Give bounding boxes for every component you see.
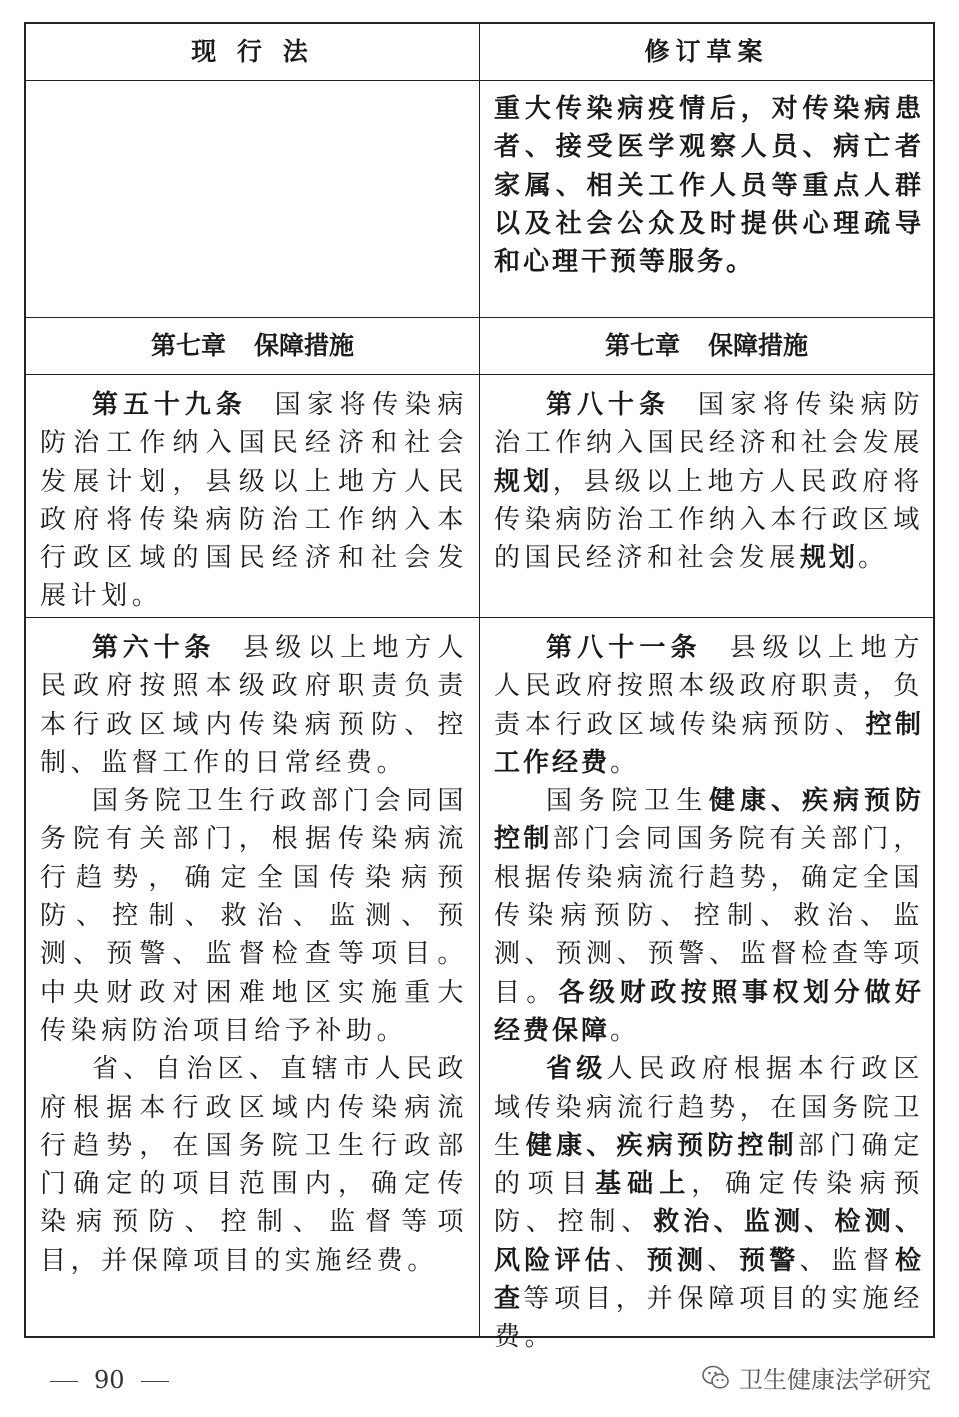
article-60-cell xyxy=(40,629,468,1280)
article-heading: 第六十条 xyxy=(92,633,216,663)
column-divider xyxy=(479,24,480,1336)
chapter-title: 保障措施 xyxy=(254,331,355,360)
article-heading: 第八十条 xyxy=(546,390,670,420)
row-divider xyxy=(26,617,933,618)
page-number: 90 xyxy=(34,1366,185,1394)
row1-right-cell xyxy=(494,90,924,281)
dash-divider xyxy=(141,1381,169,1382)
article-80-cell xyxy=(494,386,924,577)
article-60-para-3: 省、自治区、直辖市人民政府根据本行政区域内传染病流行趋势，在国务院卫生行政部门确定的项目范围内，确定传染病预防、控制、监督等项目，并保障项目的实施经费。 xyxy=(40,1054,468,1276)
chapter-heading-left xyxy=(26,318,479,374)
article-59-cell xyxy=(40,386,468,616)
header-current-law: 现 行 法 xyxy=(191,37,314,66)
article-80-text: 第八十条 国家将传染病防治工作纳入国民经济和社会发展规划，县级以上地方人民政府将传染病防治工作纳入本行政区域的国民经济和社会发展规划。 xyxy=(494,390,924,574)
article-59-text: 第五十九条 国家将传染病防治工作纳入国民经济和社会发展计划，县级以上地方人民政府将传染病防治工作纳入本行政区域的国民经济和社会发展计划。 xyxy=(40,390,468,612)
dash-divider xyxy=(50,1381,78,1382)
chapter-number: 第七章 xyxy=(150,331,226,360)
chapter-number: 第七章 xyxy=(604,331,680,360)
row-divider xyxy=(26,374,933,375)
chapter-title: 保障措施 xyxy=(708,331,809,360)
article-81-para-3: 省级人民政府根据本行政区域传染病流行趋势，在国务院卫生健康、疾病预防控制部门确定的项目基础上，确定传染病预防、控制、救治、监测、检测、风险评估、预测、预警、监督检查等项目，并保障项目的实施经费。 xyxy=(494,1054,924,1353)
article-81-para-1: 第八十一条 县级以上地方人民政府按照本级政府职责，负责本行政区域传染病预防、控制工作经费。 xyxy=(494,633,924,778)
comparison-table xyxy=(24,22,935,1353)
wechat-icon xyxy=(701,1363,731,1393)
article-60-para-2: 国务院卫生行政部门会同国务院有关部门，根据传染病流行趋势，确定全国传染病预防、控制、救治、监测、预测、预警、监督检查等项目。中央财政对困难地区实施重大传染病防治项目给予补助。 xyxy=(40,786,468,1046)
article-60-para-1: 第六十条 县级以上地方人民政府按照本级政府职责负责本行政区域内传染病预防、控制、监督工作的日常经费。 xyxy=(40,633,468,778)
chapter-heading-right xyxy=(480,318,933,374)
article-heading: 第八十一条 xyxy=(546,633,702,663)
article-81-cell xyxy=(494,629,924,1357)
source-watermark xyxy=(701,1360,931,1395)
row1-right-text: 重大传染病疫情后，对传染病患者、接受医学观察人员、病亡者家属、相关工作人员等重点人群以及社会公众及时提供心理疏导和心理干预等服务。 xyxy=(494,94,924,278)
article-81-para-2: 国务院卫生健康、疾病预防控制部门会同国务院有关部门，根据传染病流行趋势，确定全国传染病预防、控制、救治、监测、预测、预警、监督检查等项目。各级财政按照事权划分做好经费保障。 xyxy=(494,786,924,1046)
article-heading: 第五十九条 xyxy=(92,390,247,420)
source-name: 卫生健康法学研究 xyxy=(739,1366,931,1394)
header-revised-draft: 修订草案 xyxy=(644,37,769,66)
row-divider xyxy=(26,80,933,81)
